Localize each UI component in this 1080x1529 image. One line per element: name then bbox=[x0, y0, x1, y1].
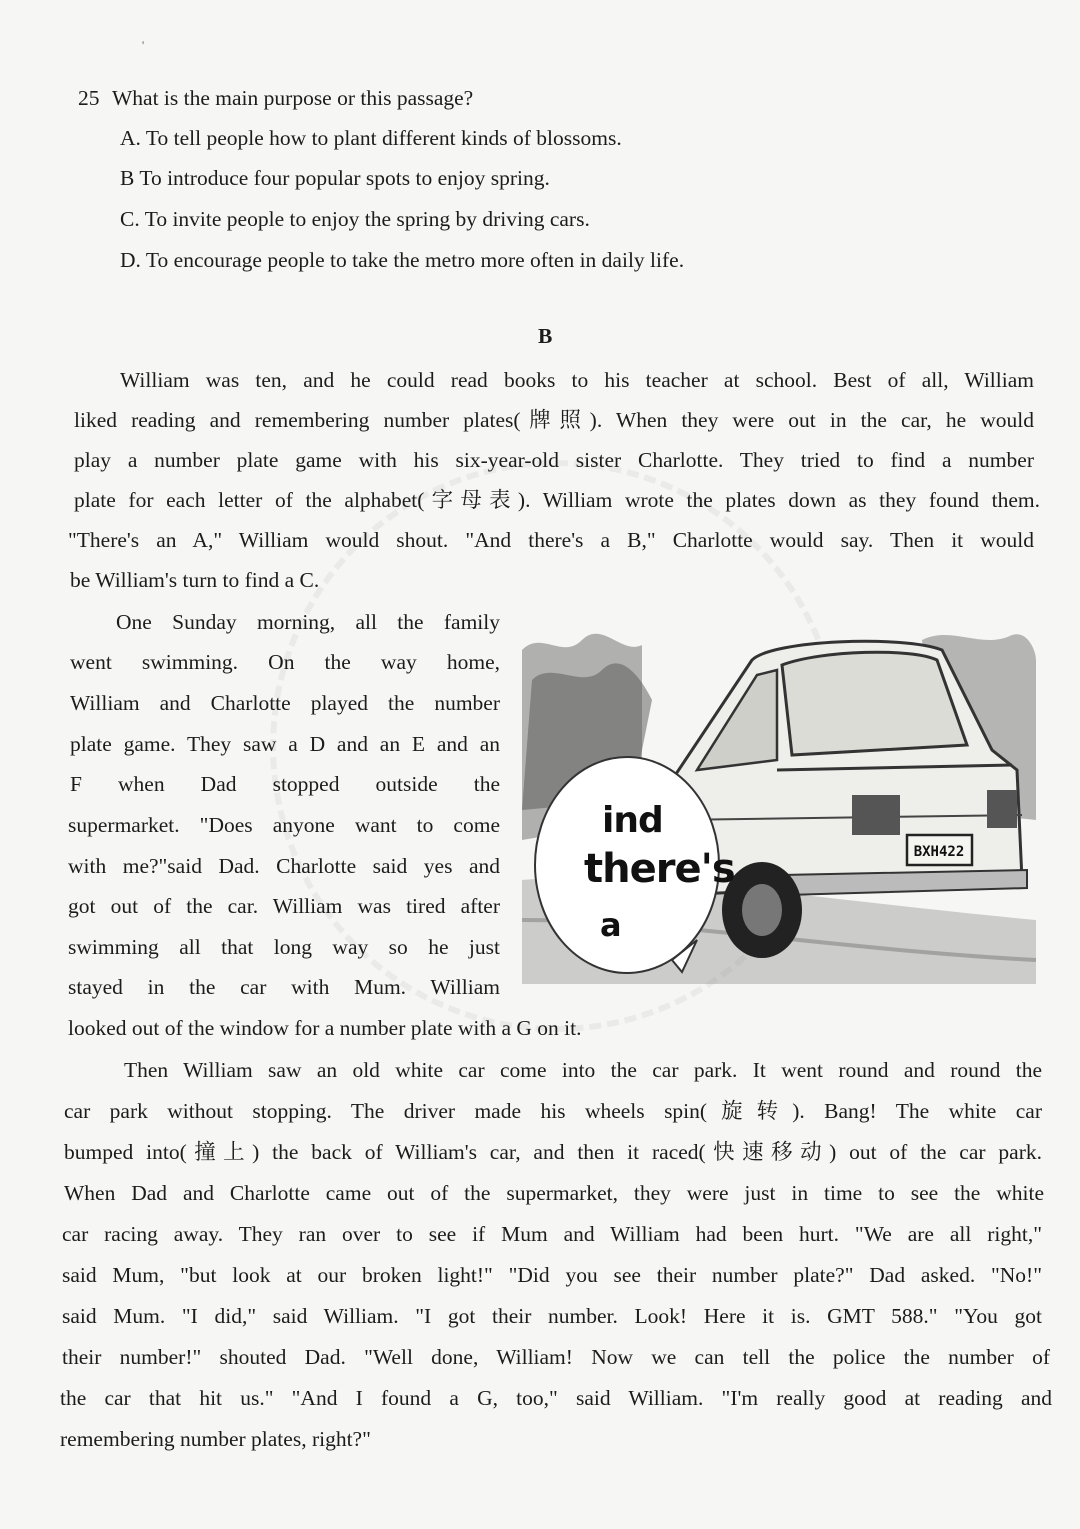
bubble-line: ind bbox=[602, 800, 663, 841]
p2-line: went swimming. On the way home, bbox=[70, 650, 500, 674]
p2-line: F when Dad stopped outside the bbox=[70, 772, 500, 796]
p2-line: with me?"said Dad. Charlotte said yes and bbox=[68, 854, 500, 878]
p2-line: William and Charlotte played the number bbox=[70, 691, 500, 715]
p3-line: remembering number plates, right?" bbox=[60, 1427, 371, 1451]
option-a: A. To tell people how to plant different kinds of blossoms. bbox=[120, 126, 622, 150]
option-d: D. To encourage people to take the metro more often in daily life. bbox=[120, 248, 685, 272]
p1-line: be William's turn to find a C. bbox=[70, 568, 320, 592]
p2-line: looked out of the window for a number plate with a G on it. bbox=[68, 1016, 582, 1040]
bubble-line: a bbox=[600, 906, 621, 944]
p3-line: car racing away. They ran over to see if Mum and William had been hurt. "We are all right," bbox=[62, 1222, 1042, 1246]
p1-line: liked reading and remembering number plates(牌照). When they were out in the car, he would bbox=[74, 408, 1034, 432]
p1-line: play a number plate game with his six-year-old sister Charlotte. They tried to find a number bbox=[74, 448, 1034, 472]
section-title: B bbox=[538, 324, 553, 348]
p3-line: bumped into(撞上) the back of William's car, and then it raced(快速移动) out of the car park. bbox=[64, 1140, 1042, 1164]
option-c: C. To invite people to enjoy the spring by driving cars. bbox=[120, 207, 590, 231]
p2-line: got out of the car. William was tired after bbox=[68, 894, 500, 918]
p1-line: plate for each letter of the alphabet(字母表). William wrote the plates down as they found them. bbox=[74, 488, 1040, 512]
p2-line: swimming all that long way so he just bbox=[68, 935, 500, 959]
bubble-line: there's bbox=[584, 846, 735, 892]
p1-line: William was ten, and he could read books to his teacher at school. Best of all, William bbox=[120, 368, 1034, 392]
p2-line: stayed in the car with Mum. William bbox=[68, 975, 500, 999]
p3-line: When Dad and Charlotte came out of the supermarket, they were just in time to see the white bbox=[64, 1181, 1044, 1205]
plate-text: BXH422 bbox=[913, 844, 965, 860]
p3-line: car park without stopping. The driver made his wheels spin(旋转). Bang! The white car bbox=[64, 1099, 1042, 1123]
p2-line: supermarket. "Does anyone want to come bbox=[68, 813, 500, 837]
p3-line: said Mum. "I did," said William. "I got their number. Look! Here it is. GMT 588." "You got bbox=[62, 1304, 1042, 1328]
p2-line: One Sunday morning, all the family bbox=[116, 610, 500, 634]
question-stem: What is the main purpose or this passage? bbox=[112, 86, 474, 110]
option-b: B To introduce four popular spots to enjoy spring. bbox=[120, 166, 550, 190]
p3-line: Then William saw an old white car come into the car park. It went round and round the bbox=[124, 1058, 1042, 1082]
p3-line: said Mum, "but look at our broken light!" "Did you see their number plate?" Dad asked. "No!" bbox=[62, 1263, 1042, 1287]
p3-line: their number!" shouted Dad. "Well done, William! Now we can tell the police the number of bbox=[62, 1345, 1050, 1369]
p1-line: "There's an A," William would shout. "And there's a B," Charlotte would say. Then it would bbox=[68, 528, 1034, 552]
car-illustration bbox=[522, 620, 1036, 984]
p2-line: plate game. They saw a D and an E and an bbox=[70, 732, 500, 756]
p3-line: the car that hit us." "And I found a G, too," said William. "I'm really good at reading and bbox=[60, 1386, 1052, 1410]
scan-mark: ' bbox=[142, 38, 145, 52]
question-number: 25 bbox=[78, 86, 100, 110]
